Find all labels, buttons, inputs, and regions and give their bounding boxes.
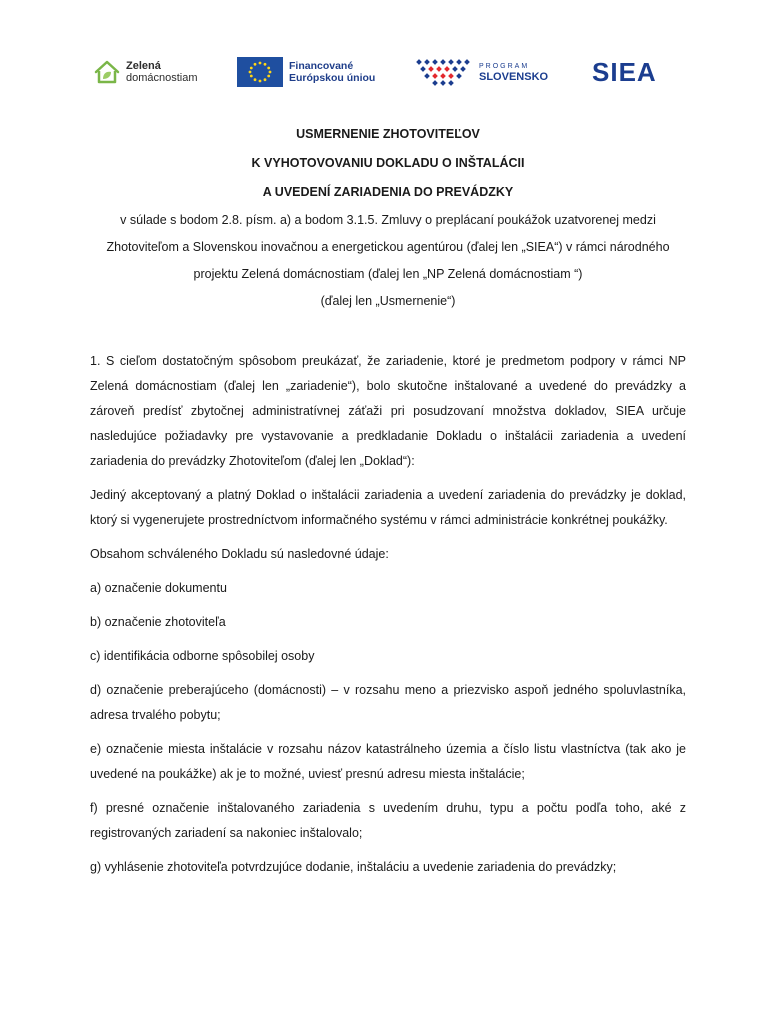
siea-logo-text: SIEA xyxy=(592,56,657,87)
list-item: d) označenie preberajúceho (domácnosti) – v rozsahu meno a priezvisko aspoň jedného spoluvlastníka, adresa trvalého pobytu; xyxy=(90,683,686,722)
logo-bar xyxy=(0,52,768,92)
intro-line: projektu Zelená domácnostiam (ďalej len „NP Zelená domácnostiam “) xyxy=(193,267,583,281)
eu-funding-logo xyxy=(237,52,375,92)
eu-logo-line2: Európskou úniou xyxy=(289,72,376,84)
contents-intro: Obsahom schváleného Dokladu sú nasledovné údaje: xyxy=(90,547,389,561)
document-title-line: A UVEDENÍ ZARIADENIA DO PREVÁDZKY xyxy=(262,185,514,199)
zelena-logo-line1: Zelená xyxy=(126,60,161,72)
zelena-logo-line2: domácnostiam xyxy=(126,72,198,84)
list-item: f) presné označenie inštalovaného zariadenia s uvedením druhu, typu a počtu podľa toho, aké z registrovaných zariadení sa nakoniec inštalovalo; xyxy=(90,801,686,840)
intro-line: v súlade s bodom 2.8. písm. a) a bodom 3.1.5. Zmluvy o preplácaní poukážok uzatvorenej medzi xyxy=(120,213,656,227)
document-title-line: USMERNENIE ZHOTOVITEĽOV xyxy=(296,127,480,141)
program-slovensko-icon xyxy=(411,56,473,88)
document-title-line: K VYHOTOVOVANIU DOKLADU O INŠTALÁCII xyxy=(251,156,525,170)
eu-logo-line1: Financované xyxy=(289,60,354,72)
slovensko-logo-line1: PROGRAM xyxy=(479,62,530,70)
siea-logo xyxy=(592,52,657,92)
eu-flag-icon xyxy=(237,57,283,87)
accepted-document-paragraph: Jediný akceptovaný a platný Doklad o inštalácii zariadenia a uvedení zariadenia do prevádzky je doklad, ktorý si vygenerujete prostredníctvom informačného systému v rámci administrácie konkrétnej poukážky. xyxy=(90,488,686,527)
list-item: e) označenie miesta inštalácie v rozsahu názov katastrálneho územia a číslo listu vlastníctva (tak ako je uvedené na poukážke) ak je to možné, uviesť presnú adresu miesta inštalácie; xyxy=(90,742,686,781)
intro-line: (ďalej len „Usmernenie“) xyxy=(320,294,456,308)
zelena-domacnostiam-logo xyxy=(92,52,198,92)
document-body xyxy=(90,120,686,880)
house-leaf-icon xyxy=(92,57,122,87)
list-item: b) označenie zhotoviteľa xyxy=(90,615,226,629)
slovensko-logo-line2: SLOVENSKO xyxy=(479,70,549,83)
list-item: g) vyhlásenie zhotoviteľa potvrdzujúce dodanie, inštaláciu a uvedenie zariadenia do prevádzky; xyxy=(90,860,617,874)
intro-line: Zhotoviteľom a Slovenskou inovačnou a energetickou agentúrou (ďalej len „SIEA“) v rámci národného xyxy=(106,240,670,254)
section-1-paragraph: 1. S cieľom dostatočným spôsobom preukázať, že zariadenie, ktoré je predmetom podpory v rámci NP Zelená domácnostiam (ďalej len „zariadenie“), bolo skutočne inštalované a uvedené do prevádzky a zároveň predísť zbytočnej administratívnej záťaži pri posudzovaní množstva dokladov, SIEA určuje nasledujúce požiadavky pre vystavovanie a predkladanie Dokladu o inštalácii zariadenia a uvedení zariadenia do prevádzky Zhotoviteľom (ďalej len „Doklad“): xyxy=(90,354,686,468)
program-slovensko-logo xyxy=(411,52,548,92)
list-item: a) označenie dokumentu xyxy=(90,581,227,595)
list-item: c) identifikácia odborne spôsobilej osoby xyxy=(90,649,315,663)
